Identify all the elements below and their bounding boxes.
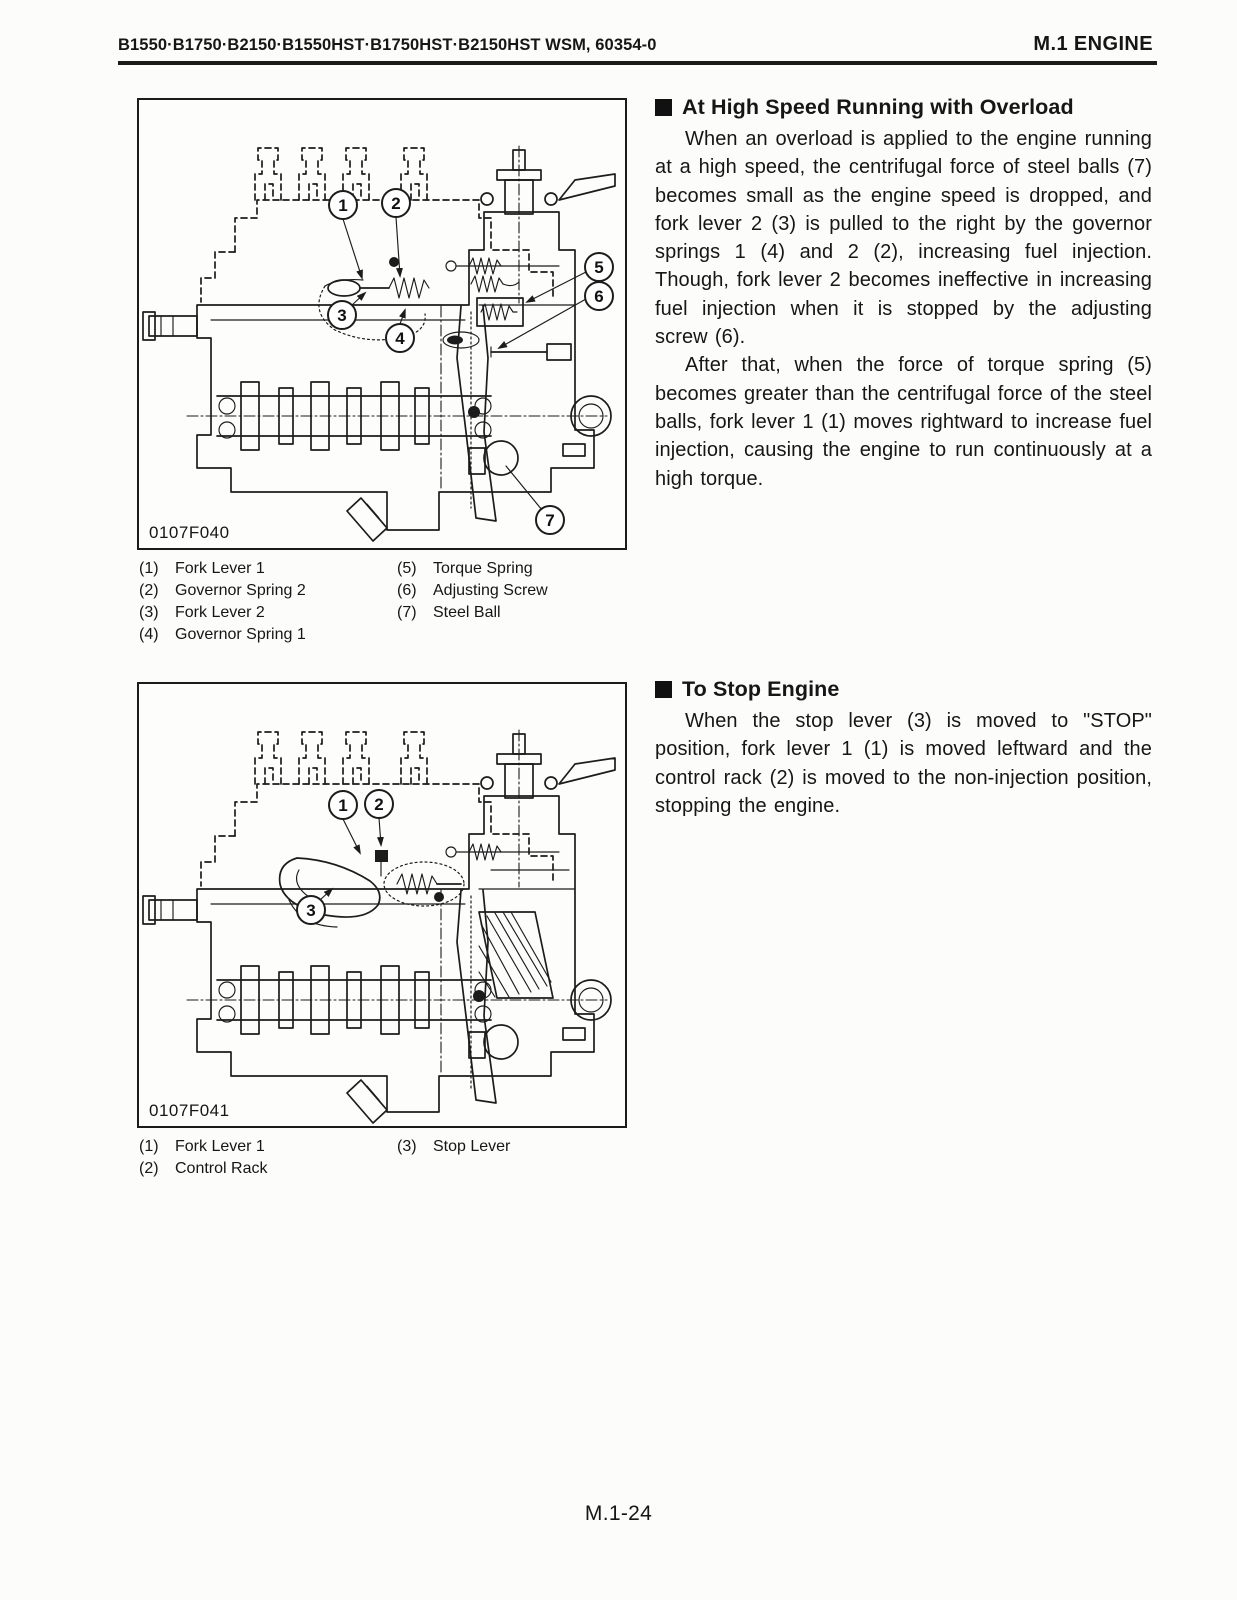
section-heading-text: At High Speed Running with Overload — [682, 95, 1074, 119]
figure-high-speed-overload — [137, 98, 627, 550]
torque-spring-assembly — [443, 298, 571, 360]
callout-1 — [329, 191, 357, 219]
figure-label: 0107F040 — [149, 523, 236, 543]
svg-text:4: 4 — [395, 329, 405, 348]
svg-text:5: 5 — [594, 258, 604, 277]
square-bullet-icon — [655, 681, 672, 698]
leader-lines — [343, 217, 586, 510]
paragraph: After that, when the force of torque spring (5) becomes greater than the centrifugal force of the steel balls, fork lever 1 (1) moves rightward to increase fuel injection, causing the engine to run continuously at a high torque. — [655, 354, 1152, 490]
paragraph: When an overload is applied to the engine running at a high speed, the centrifugal force of steel balls (7) becomes small as the engine speed is dropped, and fork lever 2 (3) is pulled to the right by the governor springs 1 (4) and 2 (2), increasing fuel injection. Though, fork lever 2 becomes ineffective in increasing fuel injection when it is stopped by the adjusting screw (6). — [655, 128, 1152, 349]
callout-7 — [536, 506, 564, 534]
figure-label: 0107F041 — [149, 1101, 236, 1121]
hatched-spring-block — [479, 912, 553, 998]
callout-6 — [585, 282, 613, 310]
governor-springs — [446, 258, 559, 292]
legend-item: (5) Torque Spring — [397, 560, 533, 577]
fork-lever-assembly — [457, 306, 496, 521]
svg-text:7: 7 — [545, 511, 555, 530]
camshaft — [187, 966, 607, 1034]
legend-item: (6) Adjusting Screw — [397, 582, 548, 599]
callout-1 — [329, 791, 357, 819]
governor-springs — [446, 844, 569, 870]
legend-item: (2) Control Rack — [139, 1160, 268, 1177]
camshaft — [187, 382, 607, 450]
left-shaft — [143, 896, 197, 924]
callout-4 — [386, 324, 414, 352]
legend-item: (4) Governor Spring 1 — [139, 626, 306, 643]
page-number: M.1-24 — [584, 1502, 653, 1525]
section-heading — [655, 95, 1152, 120]
callout-2 — [382, 189, 410, 217]
svg-text:1: 1 — [338, 796, 348, 815]
svg-text:6: 6 — [594, 287, 604, 306]
svg-text:3: 3 — [337, 306, 347, 325]
legend-item: (7) Steel Ball — [397, 604, 501, 621]
section-stop-engine — [655, 677, 1152, 820]
callout-3 — [297, 896, 325, 924]
svg-text:2: 2 — [374, 795, 384, 814]
legend-figure2 — [139, 1136, 631, 1180]
legend-item: (3) Fork Lever 2 — [139, 604, 265, 621]
section-high-speed-overload — [655, 95, 1152, 493]
callout-5 — [585, 253, 613, 281]
injection-pump-diagram-stop — [139, 684, 625, 1126]
header-section-title: M.1 ENGINE — [1033, 33, 1153, 55]
legend-item: (1) Fork Lever 1 — [139, 1138, 265, 1155]
callout-3 — [328, 301, 356, 329]
legend-figure1 — [139, 558, 631, 646]
header-models-text: B1550·B1750·B2150·B1550HST·B1750HST·B2150HST WSM, 60354-0 — [118, 36, 657, 54]
left-shaft — [143, 312, 197, 340]
legend-item: (1) Fork Lever 1 — [139, 560, 265, 577]
figure-stop-engine — [137, 682, 627, 1128]
svg-text:1: 1 — [338, 196, 348, 215]
leader-lines — [320, 818, 381, 900]
paragraph: When the stop lever (3) is moved to "STOP" position, fork lever 1 (1) is moved leftward and the control rack (2) is moved to the non-injection position, stopping the engine. — [655, 710, 1152, 817]
legend-item: (2) Governor Spring 2 — [139, 582, 306, 599]
section-heading-text: To Stop Engine — [682, 677, 840, 701]
legend-item: (3) Stop Lever — [397, 1138, 511, 1155]
svg-text:3: 3 — [306, 901, 316, 920]
callout-2 — [365, 790, 393, 818]
svg-text:2: 2 — [391, 194, 401, 213]
section-heading — [655, 677, 1152, 702]
injection-pump-diagram-overload — [139, 100, 625, 548]
header-rule — [118, 61, 1157, 65]
governor-cap — [481, 150, 615, 214]
governor-cap — [481, 734, 615, 798]
square-bullet-icon — [655, 99, 672, 116]
